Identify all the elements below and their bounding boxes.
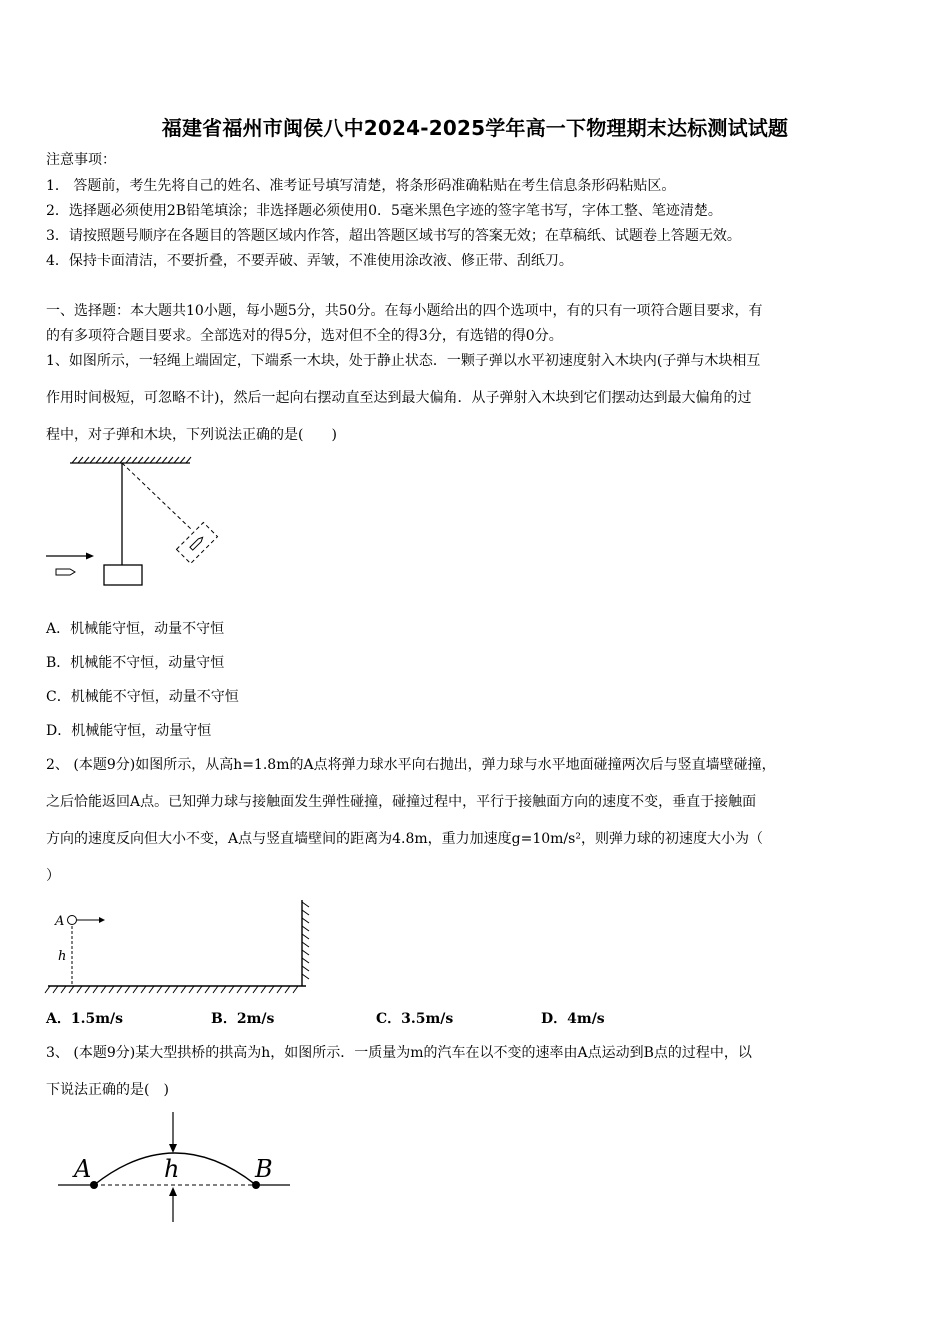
bullet <box>56 569 75 575</box>
height-label: h <box>58 949 67 964</box>
page-title: 福建省福州市闽侯八中2024-2025学年高一下物理期末达标测试试题 <box>161 116 789 140</box>
q2-option-c[interactable]: C．3.5m/s <box>376 1011 454 1027</box>
label-h: h <box>164 1155 180 1183</box>
q2-text-line: 之后恰能返回A点。已知弹力球与接触面发生弹性碰撞，碰撞过程中，平行于接触面方向的速度不变，垂直于接触面 <box>46 794 757 810</box>
q1-text-line: 程中，对子弹和木块，下列说法正确的是( ) <box>46 427 337 443</box>
q2-option-b[interactable]: B．2m/s <box>211 1011 275 1027</box>
section-intro-line: 一、选择题：本大题共10小题，每小题5分，共50分。在每小题给出的四个选项中，有的只有一项符合题目要求，有 <box>46 303 763 319</box>
q2-text-line: 方向的速度反向但大小不变，A点与竖直墙壁间的距离为4.8m，重力加速度g=10m/s²，则弹力球的初速度大小为（ <box>46 831 763 847</box>
q1-text-line: 作用时间极短，可忽略不计)，然后一起向右摆动直至达到最大偏角．从子弹射入木块到它们摆动达到最大偏角的过 <box>46 390 752 406</box>
q1-option-b[interactable]: B．机械能不守恒，动量守恒 <box>46 655 225 671</box>
q1-option-d[interactable]: D．机械能守恒，动量守恒 <box>46 723 212 739</box>
q3-text-line: 下说法正确的是( ) <box>46 1082 169 1098</box>
q1-pendulum-figure <box>40 455 230 590</box>
q1-option-c[interactable]: C．机械能不守恒，动量不守恒 <box>46 689 239 705</box>
q2-option-d[interactable]: D．4m/s <box>541 1011 605 1027</box>
notice-item: 2．选择题必须使用2B铅笔填涂；非选择题必须使用0．5毫米黑色字迹的签字笔书写，字体工整、笔迹清楚。 <box>46 203 722 219</box>
q1-option-a[interactable]: A．机械能守恒，动量不守恒 <box>46 621 225 637</box>
q1-text-line: 1、如图所示，一轻绳上端固定，下端系一木块，处于静止状态．一颗子弹以水平初速度射入木块内(子弹与木块相互 <box>46 353 761 369</box>
q3-arch-bridge-figure <box>52 1110 297 1228</box>
q3-text-line: 3、 (本题9分)某大型拱桥的拱高为h，如图所示．一质量为m的汽车在以不变的速率由A点运动到B点的过程中，以 <box>46 1045 752 1061</box>
q2-wall-figure <box>44 896 319 1000</box>
notice-item: 4．保持卡面清洁，不要折叠，不要弄破、弄皱，不准使用涂改液、修正带、刮纸刀。 <box>46 253 573 269</box>
label-b: B <box>255 1155 273 1183</box>
notice-item: 3．请按照题号顺序在各题目的答题区域内作答，超出答题区域书写的答案无效；在草稿纸、试题卷上答题无效。 <box>46 228 741 244</box>
notice-heading: 注意事项： <box>46 152 116 168</box>
label-a: A <box>74 1155 92 1183</box>
ball <box>68 916 77 925</box>
q2-option-a[interactable]: A．1.5m/s <box>46 1011 124 1027</box>
q2-text-line: ） <box>46 868 60 884</box>
wood-block <box>104 565 142 585</box>
point-a-label: A <box>55 914 65 929</box>
section-intro-line: 的有多项符合题目要求。全部选对的得5分，选对但不全的得3分，有选错的得0分。 <box>46 328 563 344</box>
q2-text-line: 2、 (本题9分)如图所示，从高h=1.8m的A点将弹力球水平向右抛出，弹力球与水平地面碰撞两次后与竖直墙壁碰撞， <box>46 757 776 773</box>
swing-path <box>122 463 192 530</box>
notice-item: 1． 答题前，考生先将自己的姓名、准考证号填写清楚，将条形码准确粘贴在考生信息条形码粘贴区。 <box>46 178 676 194</box>
